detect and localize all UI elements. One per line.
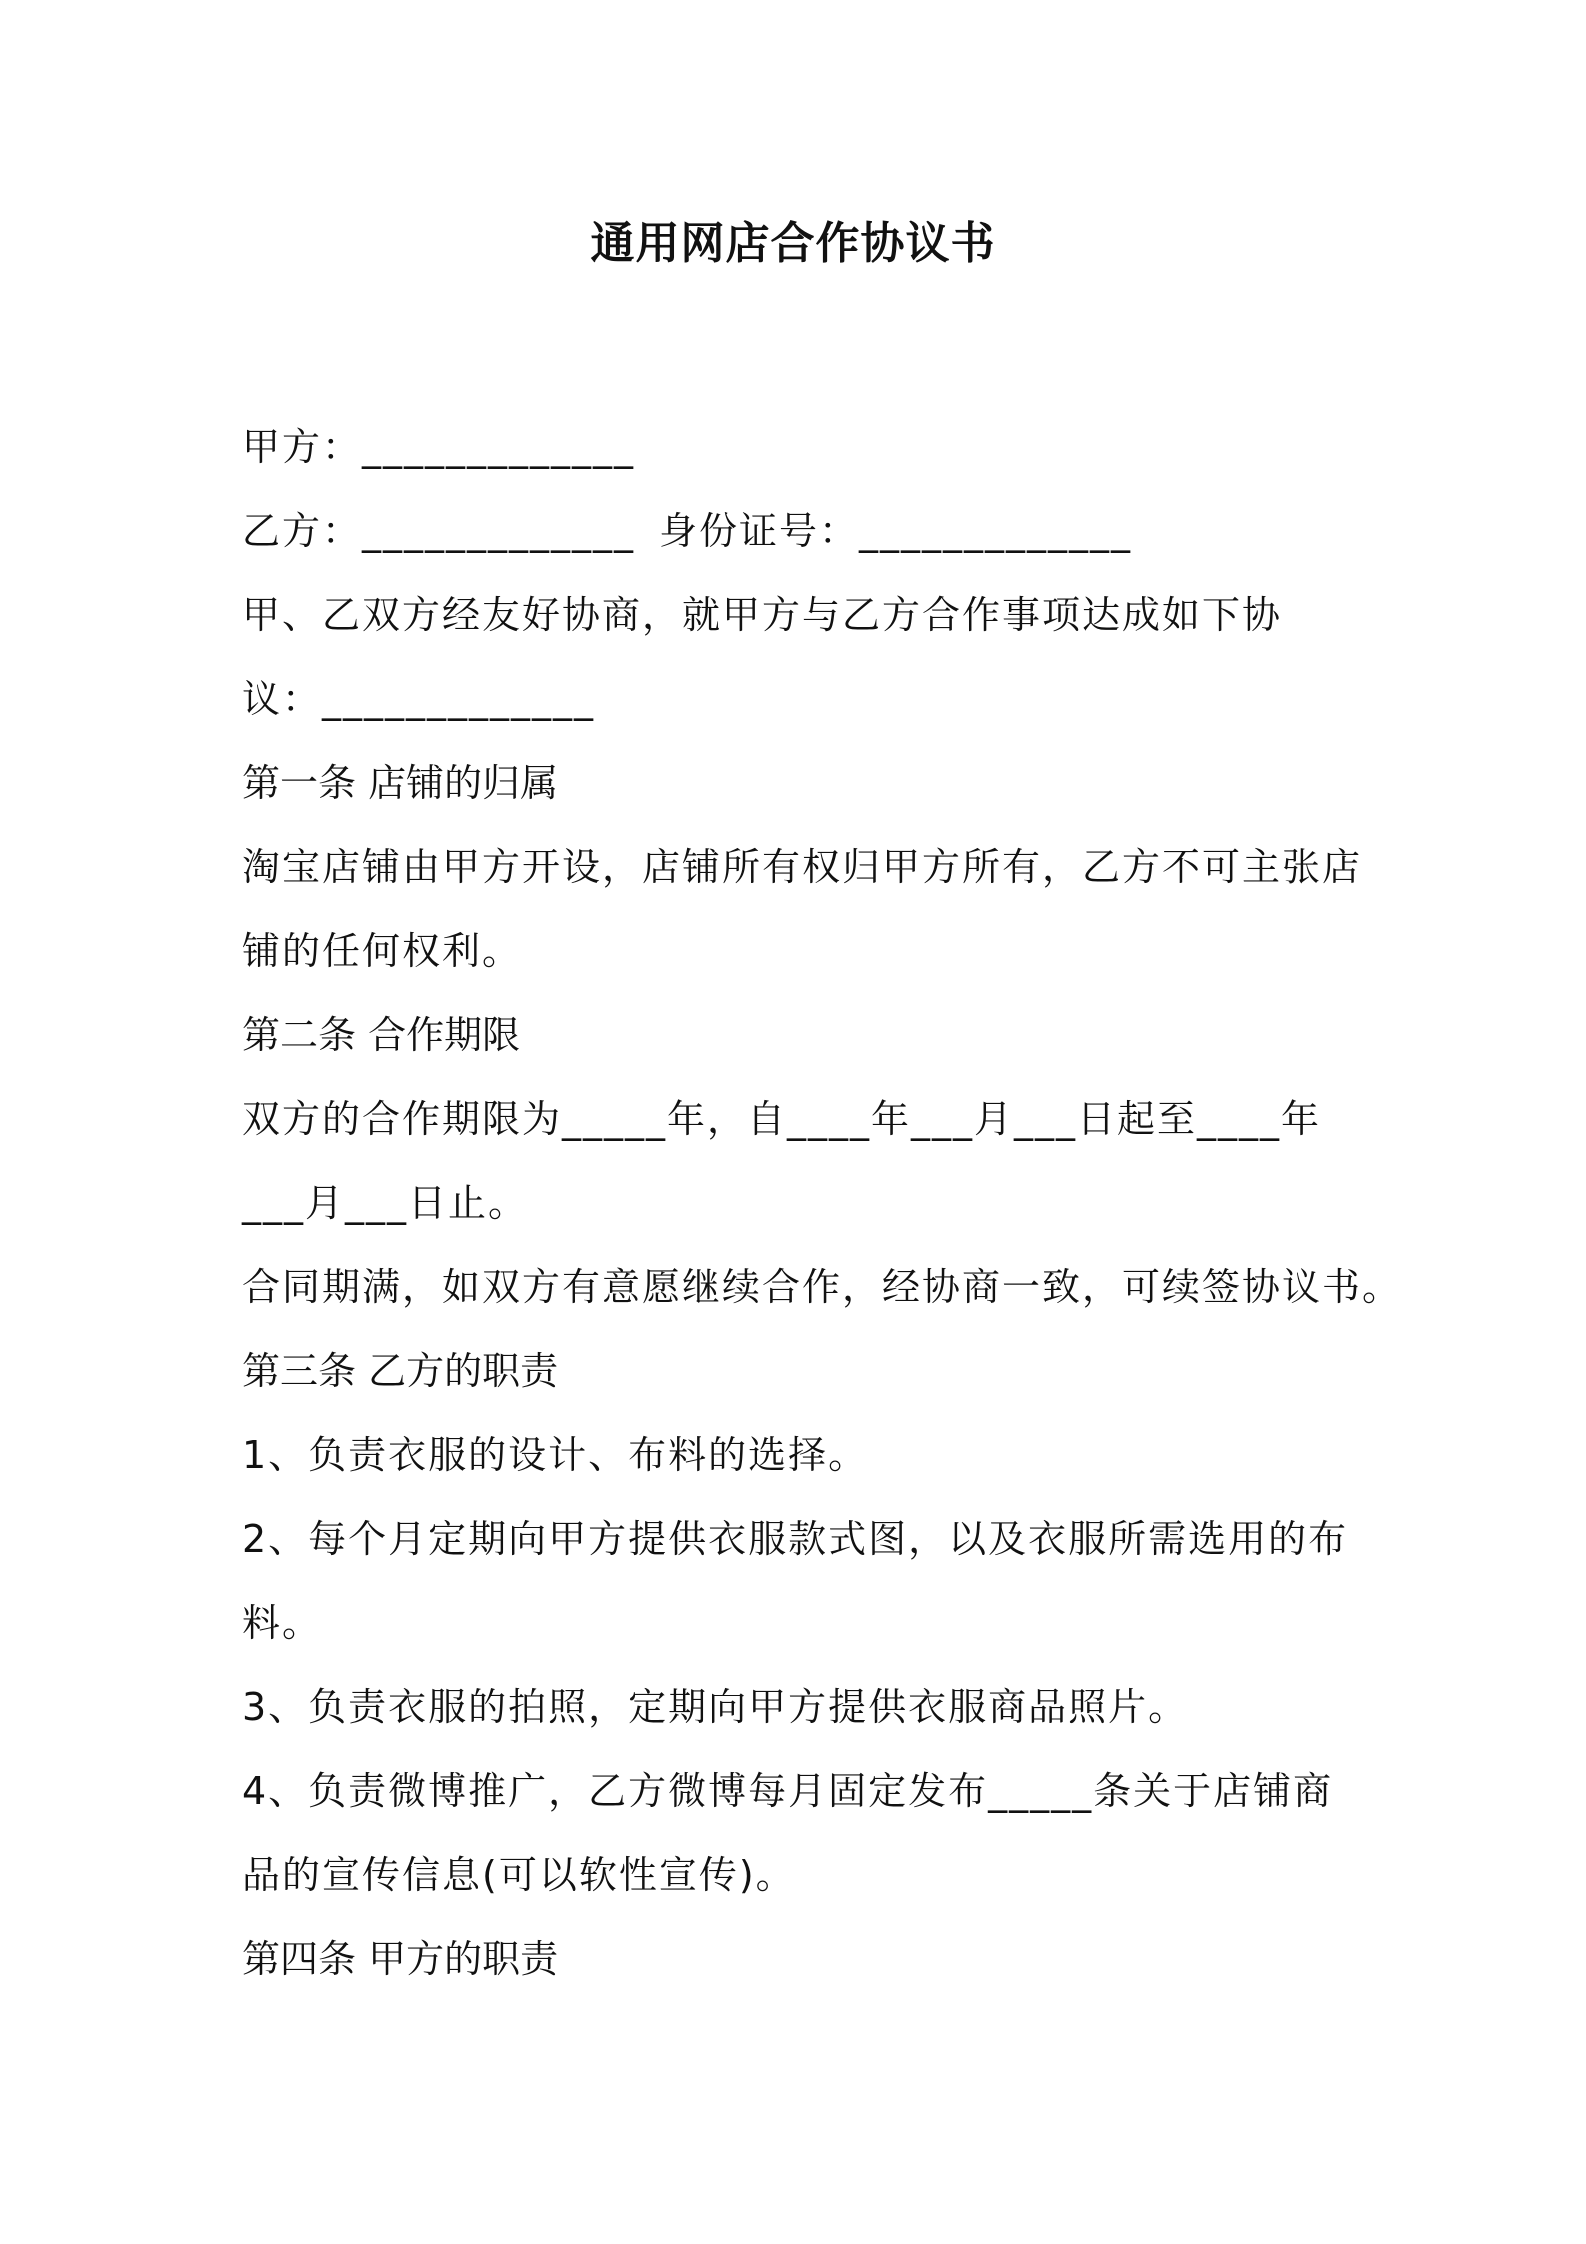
document-title: 通用网店合作协议书 [590,218,996,269]
party-b-row [242,489,1362,573]
article3-line-1: 1、负责衣服的设计、布料的选择。 [242,1433,869,1477]
article2-line-3: 合同期满，如双方有意愿继续合作，经协商一致，可续签协议书。 [242,1265,1403,1309]
article1-line-1: 淘宝店铺由甲方开设，店铺所有权归甲方所有，乙方不可主张店 [242,845,1363,889]
article3-line-6: 品的宣传信息(可以软性宣传)。 [242,1853,796,1897]
article1-heading: 第一条 店铺的归属 [242,761,559,805]
id-number-line: 身份证号：_____________ [659,509,1133,553]
article4-heading: 第四条 甲方的职责 [242,1937,559,1981]
intro-line-1: 甲、乙双方经友好协商，就甲方与乙方合作事项达成如下协 [242,593,1283,637]
party-a-line: 甲方：_____________ [242,425,636,469]
article2-line-2: ___月___日止。 [242,1181,529,1225]
article3-line-2: 2、每个月定期向甲方提供衣服款式图，以及衣服所需选用的布 [242,1517,1349,1561]
article3-line-5: 4、负责微博推广，乙方微博每月固定发布_____条关于店铺商 [242,1769,1334,1813]
article2-line-1: 双方的合作期限为_____年，自____年___月___日起至____年 [242,1097,1322,1141]
document-body [242,405,1403,2001]
article3-line-3: 料。 [242,1601,323,1645]
article2-heading: 第二条 合作期限 [242,1013,521,1057]
article1-line-2: 铺的任何权利。 [242,929,523,973]
article3-line-4: 3、负责衣服的拍照，定期向甲方提供衣服商品照片。 [242,1685,1189,1729]
party-b-line: 乙方：_____________ [242,509,636,553]
article3-heading: 第三条 乙方的职责 [242,1349,559,1393]
intro-line-2: 议：_____________ [242,677,596,721]
